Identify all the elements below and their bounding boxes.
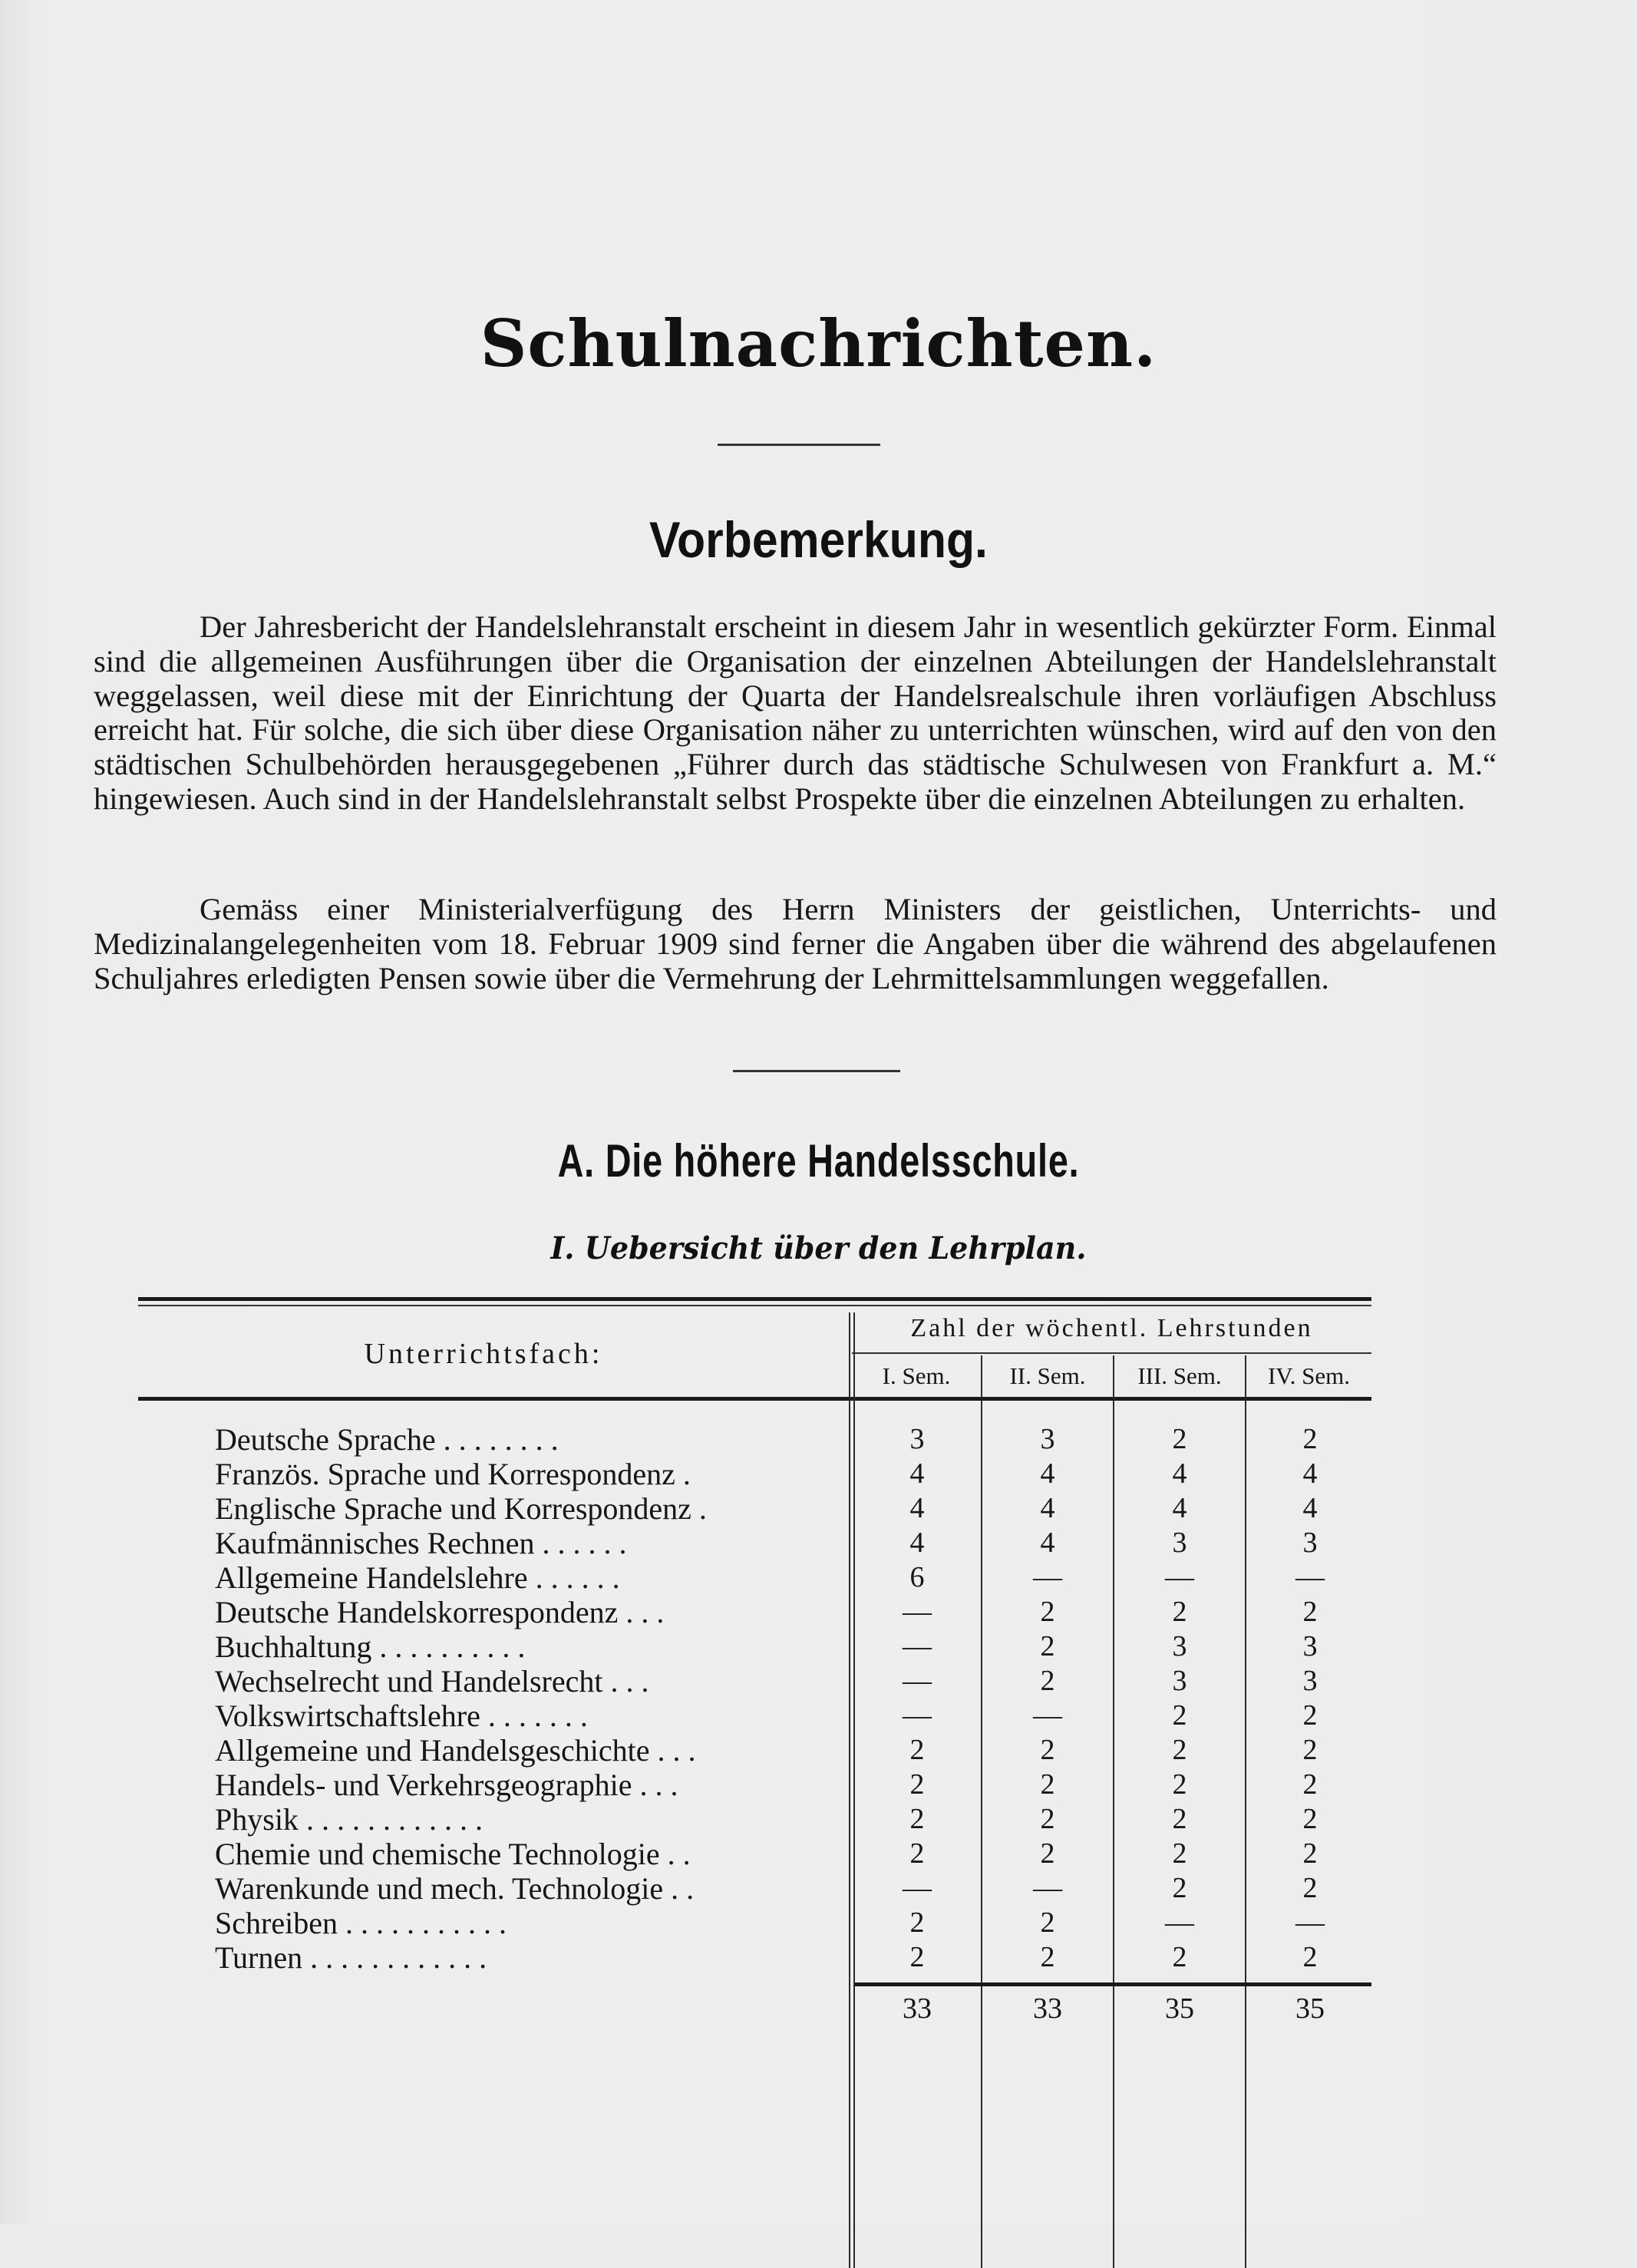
value-sem-4: 3 (1302, 1665, 1318, 1697)
dot-leader: . . (659, 1837, 691, 1871)
dot-leader: . . . . . . . . . . . (337, 1906, 507, 1940)
header-bottom-rule (138, 1397, 1371, 1401)
dot-leader: . . . . . . (527, 1560, 620, 1595)
column-group-header: Zahl der wöchentl. Lehrstunden (910, 1314, 1313, 1342)
value-sem-4: — (1295, 1907, 1325, 1939)
value-sem-1: 2 (909, 1768, 925, 1801)
value-sem-3: 4 (1172, 1458, 1187, 1490)
value-sem-4: 4 (1302, 1458, 1318, 1490)
table-row (138, 1837, 1371, 1871)
value-sem-1: — (903, 1872, 932, 1904)
totals-row (138, 1992, 1371, 2026)
value-sem-1: 2 (909, 1837, 925, 1870)
value-sem-4: 2 (1302, 1734, 1318, 1766)
value-sem-2: — (1033, 1699, 1062, 1732)
subject-name: Physik (215, 1802, 299, 1837)
column-divider-2 (1113, 1355, 1114, 1399)
value-sem-3: 4 (1172, 1492, 1187, 1524)
subject-name: Allgemeine Handelslehre (215, 1560, 528, 1595)
value-sem-1: 2 (909, 1803, 925, 1835)
table-row (138, 1422, 1371, 1457)
value-sem-2: 4 (1040, 1492, 1055, 1524)
column-divider-1 (981, 1355, 982, 1399)
dot-leader: . . . . . . . . . . (371, 1629, 526, 1664)
subject-name: Schreiben (215, 1906, 338, 1940)
value-sem-1: 2 (909, 1734, 925, 1766)
subject-name: Wechselrecht und Handelsrecht (215, 1664, 603, 1699)
subject-name: Kaufmännisches Rechnen (215, 1526, 535, 1560)
subject-name: Französ. Sprache und Korrespondenz (215, 1457, 675, 1491)
dot-leader: . . . (632, 1768, 678, 1802)
dot-leader: . . . (618, 1595, 665, 1629)
dot-leader: . . (663, 1871, 695, 1906)
subject-name: Volkswirtschaftslehre (215, 1699, 480, 1733)
subject-name: Allgemeine und Handelsgeschichte (215, 1733, 650, 1768)
table-top-rule (138, 1297, 1371, 1301)
value-sem-1: 2 (909, 1941, 925, 1973)
paragraph-text: Der Jahresbericht der Handelslehranstalt erscheint in diesem Jahr in wesentlich gekürzter Form. Einmal sind die allgemeinen Ausführungen über die Organisation der einzelnen Abteilungen der Handelslehranstalt weggelassen, weil diese mit der Einrichtung der Quarta der Handelsrealschule ihren vorläufigen Abschluss erreicht hat. Für solche, die sich über diese Organisation näher zu unterrichten wünschen, wird auf den von den städtischen Schulbehörden herausgegebenen „Führer durch das städtische Schulwesen von Frankfurt a. M.“ hingewiesen. Auch sind in der Handelslehranstalt selbst Prospekte über die einzelnen Abteilungen zu erhalten. (94, 609, 1497, 816)
value-sem-4: 2 (1302, 1837, 1318, 1870)
value-sem-2: 2 (1040, 1907, 1055, 1939)
value-sem-2: 2 (1040, 1665, 1055, 1697)
dot-leader: . . . . . . . . . . . . (302, 1940, 487, 1975)
table-row (138, 1629, 1371, 1664)
dot-leader: . . . . . . . . . . . . (298, 1802, 483, 1837)
value-sem-4: 2 (1302, 1872, 1318, 1904)
value-sem-1: 4 (909, 1527, 925, 1559)
value-sem-3: 2 (1172, 1768, 1187, 1801)
value-sem-2: 2 (1040, 1734, 1055, 1766)
dot-leader: . . . (649, 1733, 696, 1768)
value-sem-4: 2 (1302, 1768, 1318, 1801)
value-sem-3: — (1165, 1907, 1194, 1939)
value-sem-1: 4 (909, 1458, 925, 1490)
table-row (138, 1768, 1371, 1802)
subject-name: Warenkunde und mech. Technologie (215, 1871, 664, 1906)
value-sem-3: 2 (1172, 1941, 1187, 1973)
subject-name: Handels- und Verkehrsgeographie (215, 1768, 632, 1802)
table-row (138, 1940, 1371, 1975)
value-sem-4: 2 (1302, 1423, 1318, 1455)
column-header-sem-1: I. Sem. (882, 1362, 951, 1389)
value-sem-4: 2 (1302, 1941, 1318, 1973)
value-sem-1: 6 (909, 1561, 925, 1593)
value-sem-2: 3 (1040, 1423, 1055, 1455)
subject-name: Buchhaltung (215, 1629, 372, 1664)
column-header-sem-3: III. Sem. (1137, 1362, 1222, 1389)
dot-leader: . (675, 1457, 691, 1491)
value-sem-1: — (903, 1596, 932, 1628)
table-row (138, 1491, 1371, 1526)
preface-paragraph-1 (94, 610, 1497, 817)
value-sem-1: 3 (909, 1423, 925, 1455)
value-sem-3: 2 (1172, 1596, 1187, 1628)
subject-name: Turnen (215, 1940, 303, 1975)
column-divider-3 (1245, 1355, 1246, 1399)
table-row (138, 1595, 1371, 1629)
value-sem-3: 2 (1172, 1423, 1187, 1455)
value-sem-1: — (903, 1665, 932, 1697)
preface-paragraph-2 (94, 893, 1497, 995)
value-sem-2: 2 (1040, 1596, 1055, 1628)
subject-name: Deutsche Handelskorrespondenz (215, 1595, 619, 1629)
table-row (138, 1699, 1371, 1733)
totals-rule (855, 1982, 1371, 1986)
value-sem-2: 2 (1040, 1768, 1055, 1801)
value-sem-4: — (1295, 1561, 1325, 1593)
value-sem-4: 3 (1302, 1527, 1318, 1559)
value-sem-3: 3 (1172, 1665, 1187, 1697)
subject-name: Deutsche Sprache (215, 1422, 436, 1457)
value-sem-1: 4 (909, 1492, 925, 1524)
subject-name: Englische Sprache und Korrespondenz (215, 1491, 691, 1526)
dot-leader: . . . . . . . (480, 1699, 588, 1733)
total-sem-4: 35 (1295, 1992, 1325, 2025)
value-sem-3: 3 (1172, 1527, 1187, 1559)
total-sem-1: 33 (903, 1992, 932, 2025)
page-title: Schulnachrichten. (480, 305, 1157, 381)
subsection-heading: I. Uebersicht über den Lehrplan. (550, 1230, 1087, 1266)
table-row (138, 1664, 1371, 1699)
section-divider (733, 1070, 900, 1072)
section-heading: A. Die höhere Handelsschule. (557, 1135, 1080, 1187)
table-row (138, 1802, 1371, 1837)
value-sem-2: 4 (1040, 1527, 1055, 1559)
value-sem-4: 3 (1302, 1630, 1318, 1662)
table-row (138, 1871, 1371, 1906)
dot-leader: . . . . . . (534, 1526, 627, 1560)
dot-leader: . . . . . . . . (435, 1422, 559, 1457)
dot-leader: . (691, 1491, 707, 1526)
table-row (138, 1526, 1371, 1560)
table-row (138, 1560, 1371, 1595)
total-sem-2: 33 (1033, 1992, 1062, 2025)
preface-heading: Vorbemerkung. (649, 511, 988, 568)
value-sem-4: 2 (1302, 1699, 1318, 1732)
value-sem-2: — (1033, 1561, 1062, 1593)
value-sem-2: 4 (1040, 1458, 1055, 1490)
value-sem-2: 2 (1040, 1837, 1055, 1870)
value-sem-2: 2 (1040, 1803, 1055, 1835)
table-top-rule-thin (138, 1305, 1371, 1306)
header-divider (852, 1352, 1371, 1354)
value-sem-1: 2 (909, 1907, 925, 1939)
column-header-sem-2: II. Sem. (1009, 1362, 1086, 1389)
value-sem-3: 2 (1172, 1734, 1187, 1766)
total-sem-3: 35 (1165, 1992, 1194, 2025)
table-row (138, 1457, 1371, 1491)
paragraph-text: Gemäss einer Ministerialverfügung des Herrn Ministers der geistlichen, Unterrichts- und Medizinalangelegenheiten vom 18. Februar 1909 sind ferner die Angaben über die während des abgelaufenen Schuljahres erledigten Pensen sowie über die Vermehrung der Lehrmittelsammlungen weggefallen. (94, 892, 1497, 995)
dot-leader: . . . (602, 1664, 649, 1699)
value-sem-3: 3 (1172, 1630, 1187, 1662)
value-sem-3: 2 (1172, 1872, 1187, 1904)
subject-name: Chemie und chemische Technologie (215, 1837, 660, 1871)
title-divider (718, 444, 880, 446)
value-sem-2: 2 (1040, 1630, 1055, 1662)
value-sem-4: 4 (1302, 1492, 1318, 1524)
value-sem-4: 2 (1302, 1803, 1318, 1835)
value-sem-3: 2 (1172, 1803, 1187, 1835)
value-sem-3: — (1165, 1561, 1194, 1593)
value-sem-1: — (903, 1630, 932, 1662)
column-header-subject: Unterrichtsfach: (364, 1338, 603, 1370)
value-sem-2: 2 (1040, 1941, 1055, 1973)
value-sem-2: — (1033, 1872, 1062, 1904)
value-sem-3: 2 (1172, 1837, 1187, 1870)
table-row (138, 1733, 1371, 1768)
value-sem-3: 2 (1172, 1699, 1187, 1732)
value-sem-1: — (903, 1699, 932, 1732)
table-row (138, 1906, 1371, 1940)
column-header-sem-4: IV. Sem. (1267, 1362, 1351, 1389)
value-sem-4: 2 (1302, 1596, 1318, 1628)
